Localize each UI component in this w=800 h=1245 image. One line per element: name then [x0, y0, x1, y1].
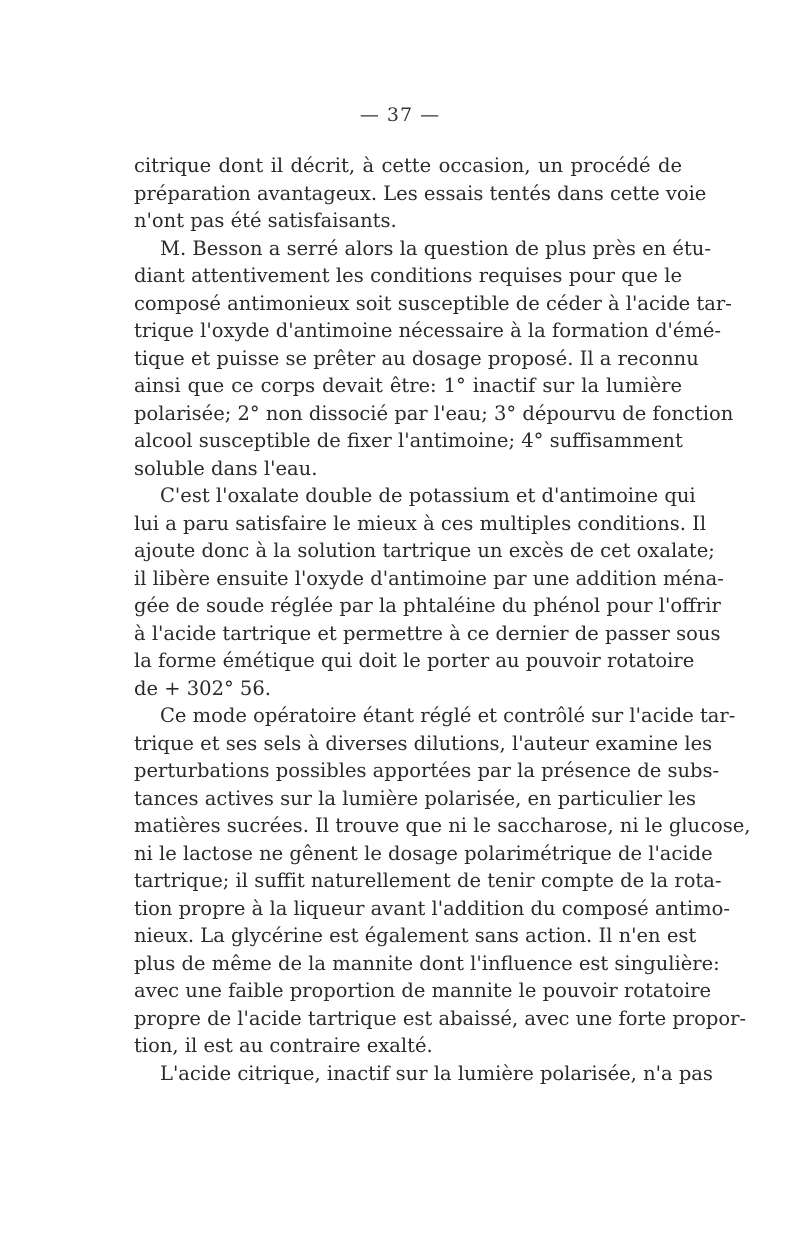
text-line: tartrique; il suffit naturellement de tenir compte de la rota-	[134, 869, 722, 892]
text-line: Ce mode opératoire étant réglé et contrôlé sur l'acide tar-	[160, 704, 736, 727]
text-line: à l'acide tartrique et permettre à ce dernier de passer sous	[134, 621, 721, 645]
text-line: diant attentivement les conditions requises pour que le	[134, 264, 682, 287]
text-line: n'ont pas été satisfaisants.	[134, 209, 397, 232]
text-line: tion, il est au contraire exalté.	[134, 1034, 433, 1057]
text-line: plus de même de la mannite dont l'influence est singulière:	[134, 951, 720, 975]
text-line: tion propre à la liqueur avant l'addition du composé antimo-	[134, 896, 730, 920]
text-line: L'acide citrique, inactif sur la lumière polarisée, n'a pas	[160, 1061, 713, 1085]
text-line: tances actives sur la lumière polarisée, en particulier les	[134, 786, 697, 810]
text-line: alcool susceptible de fixer l'antimoine; 4° suffisamment	[134, 429, 683, 452]
text-line: ni le lactose ne gênent le dosage polarimétrique de l'acide	[134, 841, 713, 865]
text-line: préparation avantageux. Les essais tentés dans cette voie	[134, 181, 707, 205]
text-line: trique l'oxyde d'antimoine nécessaire à la formation d'émé-	[134, 319, 721, 342]
text-line: M. Besson a serré alors la question de plus près en étu-	[160, 236, 711, 260]
text-line: nieux. La glycérine est également sans action. Il n'en est	[134, 924, 697, 947]
text-line: trique et ses sels à diverses dilutions, l'auteur examine les	[134, 731, 713, 755]
text-line: il libère ensuite l'oxyde d'antimoine par une addition ména-	[134, 566, 724, 590]
text-line: de + 302° 56.	[134, 676, 271, 700]
text-line: soluble dans l'eau.	[134, 456, 318, 480]
text-line: composé antimonieux soit susceptible de céder à l'acide tar-	[134, 291, 732, 315]
text-line: ajoute donc à la solution tartrique un excès de cet oxalate;	[134, 539, 715, 562]
page-number: — 37 —	[359, 104, 441, 126]
text-line: polarisée; 2° non dissocié par l'eau; 3° dépourvu de fonction	[134, 401, 734, 425]
text-line: lui a paru satisfaire le mieux à ces multiples conditions. Il	[134, 511, 707, 535]
text-line: propre de l'acide tartrique est abaissé, avec une forte propor-	[134, 1006, 747, 1030]
text-line: C'est l'oxalate double de potassium et d'antimoine qui	[160, 484, 696, 507]
text-line: la forme émétique qui doit le porter au pouvoir rotatoire	[134, 649, 695, 672]
text-line: avec une faible proportion de mannite le pouvoir rotatoire	[134, 979, 712, 1002]
text-line: ainsi que ce corps devait être: 1° inactif sur la lumière	[134, 374, 682, 397]
text-line: perturbations possibles apportées par la présence de subs-	[134, 759, 720, 782]
text-line: gée de soude réglée par la phtaléine du phénol pour l'offrir	[134, 594, 721, 617]
text-line: citrique dont il décrit, à cette occasion, un procédé de	[134, 154, 682, 177]
body-text	[134, 152, 751, 1087]
text-line: matières sucrées. Il trouve que ni le saccharose, ni le glucose,	[134, 814, 751, 837]
text-line: tique et puisse se prêter au dosage proposé. Il a reconnu	[134, 346, 699, 370]
